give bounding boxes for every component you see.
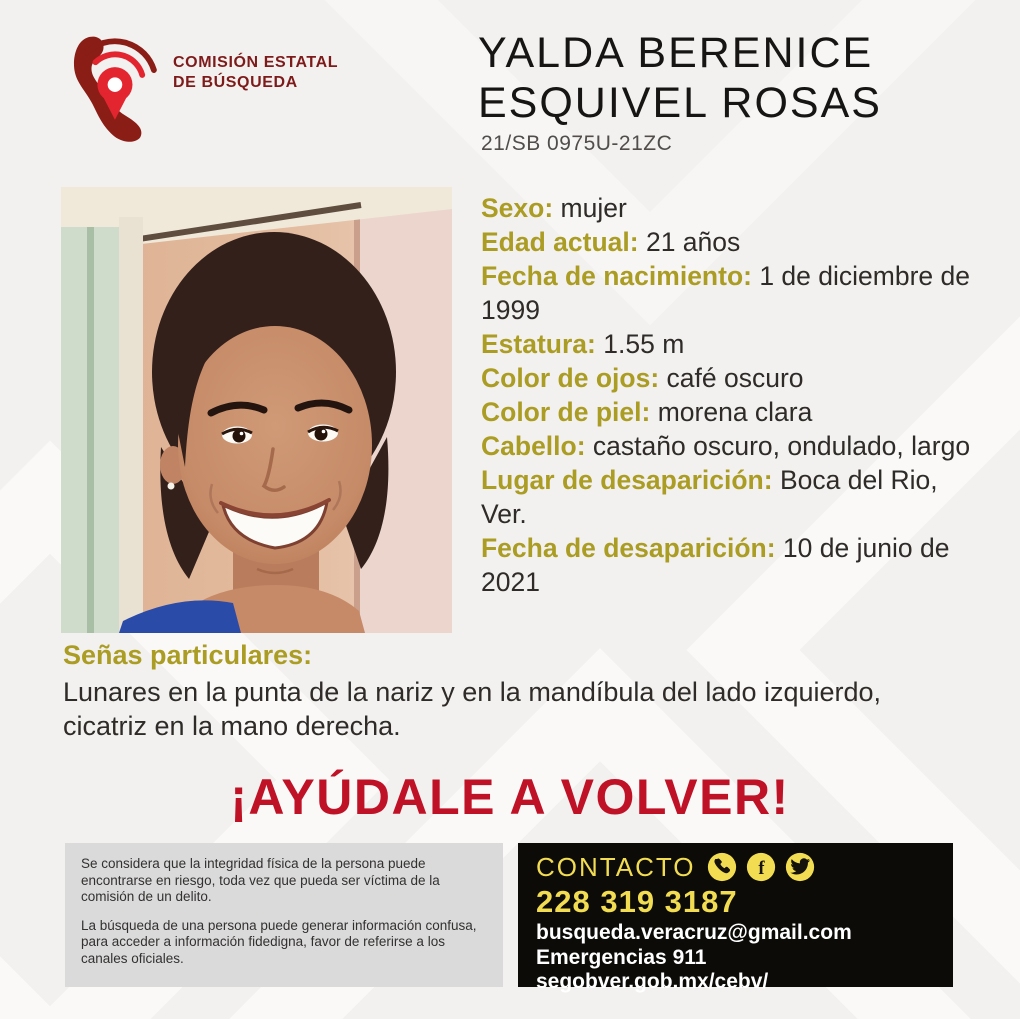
org-name-line2: DE BÚSQUEDA <box>173 74 298 91</box>
person-name-line1: YALDA BERENICE <box>478 29 874 77</box>
svg-text:f: f <box>758 858 766 880</box>
twitter-icon[interactable] <box>785 852 815 882</box>
contact-box <box>518 843 953 993</box>
help-headline: ¡AYÚDALE A VOLVER! <box>230 769 790 825</box>
contact-phone-number[interactable]: 228 319 3187 <box>536 884 738 919</box>
senas-particulares-text: Lunares en la punta de la nariz y en la mandíbula del lado izquierdo, cicatriz en la mano derecha. <box>63 677 882 741</box>
disclaimer-box <box>65 843 503 987</box>
disclaimer-paragraph-2: La búsqueda de una persona puede generar información confusa, para acceder a información fidedigna, favor de referirse a los canales oficiales. <box>81 917 477 966</box>
details-list <box>481 191 986 599</box>
contact-title: CONTACTO <box>536 851 696 882</box>
detail-row-nacimiento: Fecha de nacimiento: 1 de diciembre de 1999 <box>481 261 970 325</box>
senas-particulares-label: Señas particulares: <box>63 640 313 670</box>
org-name-line1: COMISIÓN ESTATAL <box>173 54 339 71</box>
disclaimer-paragraph-1: Se considera que la integridad física de la persona puede encontrarse en riesgo, toda vez que pueda ser víctima de la comisión de un delito. <box>81 856 440 904</box>
detail-row-piel: Color de piel: morena clara <box>481 397 813 427</box>
contact-email[interactable]: busqueda.veracruz@gmail.com <box>536 921 852 944</box>
veracruz-map-logo-icon <box>58 34 168 146</box>
contact-website[interactable]: segobver.gob.mx/cebv/ <box>536 970 769 993</box>
emergency-number: Emergencias 911 <box>536 946 707 969</box>
person-name <box>478 28 1018 128</box>
detail-row-estatura: Estatura: 1.55 m <box>481 329 685 359</box>
person-name-line2: ESQUIVEL ROSAS <box>478 79 882 127</box>
detail-row-fecha-desaparicion: Fecha de desaparición: 10 de junio de 2021 <box>481 533 950 597</box>
phone-icon[interactable] <box>707 852 737 882</box>
org-name <box>173 53 338 93</box>
detail-row-sexo: Sexo: mujer <box>481 193 627 223</box>
facebook-icon[interactable] <box>746 852 776 882</box>
detail-row-ojos: Color de ojos: café oscuro <box>481 363 804 393</box>
case-id: 21/SB 0975U-21ZC <box>481 132 673 155</box>
social-icons <box>707 852 815 882</box>
missing-person-photo <box>61 187 452 633</box>
detail-row-cabello: Cabello: castaño oscuro, ondulado, largo <box>481 431 971 461</box>
detail-row-lugar: Lugar de desaparición: Boca del Rio, Ver. <box>481 465 938 529</box>
detail-row-edad: Edad actual: 21 años <box>481 227 741 257</box>
